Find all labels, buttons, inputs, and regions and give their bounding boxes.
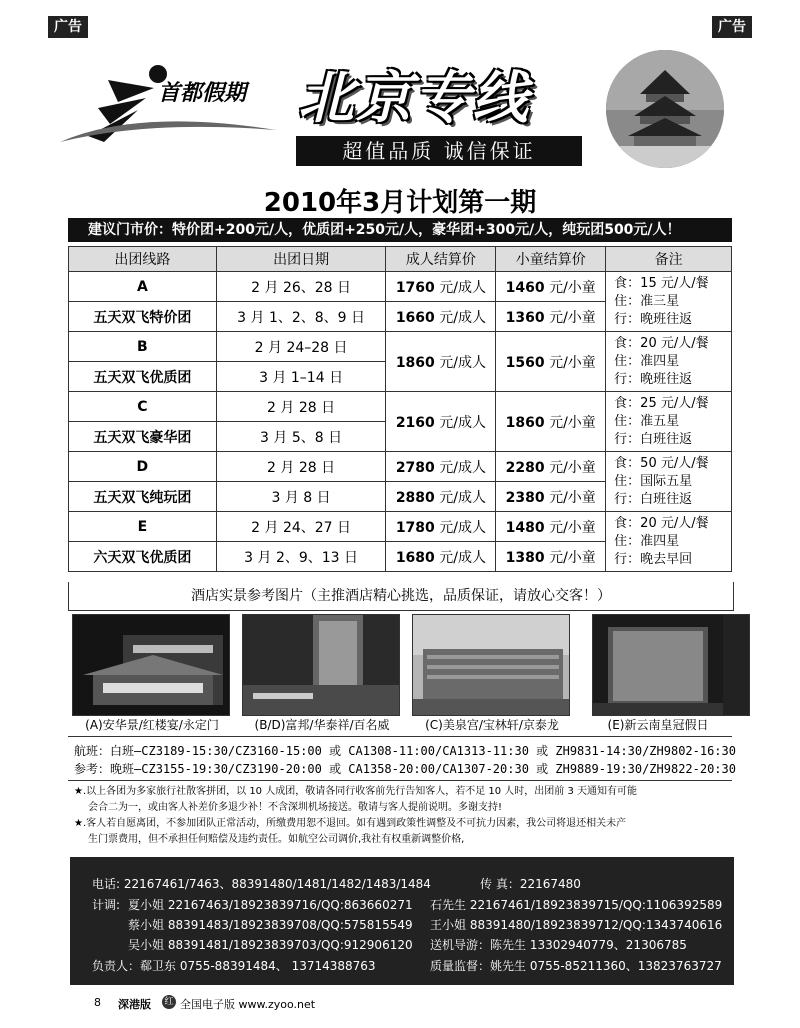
suggested-price-bar: 建议门市价：特价团+200元/人，优质团+250元/人，豪华团+300元/人，纯玩团500元/人！	[68, 218, 732, 242]
route-code: D	[69, 452, 217, 482]
hotel-photo	[72, 614, 230, 716]
header-notes: 备注	[606, 247, 732, 272]
ad-label-right: 广告	[712, 16, 752, 38]
header-route: 出团线路	[69, 247, 217, 272]
planner-contact: 吴小姐 88391481/18923839703/QQ:912906120	[128, 938, 413, 952]
child-price: 1380 元/小童	[496, 542, 606, 572]
hotel-photo-caption: (A)安华景/红楼宴/永定门	[85, 718, 219, 732]
header-child-price: 小童结算价	[496, 247, 606, 272]
planner-contact: 王小姐 88391480/18923839712/QQ:1343740616	[430, 918, 723, 932]
departure-date: 2 月 24–28 日	[216, 332, 386, 362]
header-adult-price: 成人结算价	[386, 247, 496, 272]
adult-price: 1680 元/成人	[386, 542, 496, 572]
adult-price: 1780 元/成人	[386, 512, 496, 542]
route-notes: 食：25 元/人/餐 住：准五星 行：白班往返	[606, 392, 732, 452]
website-link[interactable]: 全国电子版 www.zyoo.net	[180, 998, 316, 1011]
table-row	[69, 452, 732, 482]
ad-label-left: 广告	[48, 16, 88, 38]
adult-price: 2880 元/成人	[386, 482, 496, 512]
departure-date: 2 月 28 日	[216, 392, 386, 422]
manager-contact: 负责人：郗卫东 0755-88391484、 13714388763	[92, 959, 376, 973]
hotel-photo	[242, 614, 400, 716]
child-price: 1460 元/小童	[496, 272, 606, 302]
departure-date: 2 月 24、27 日	[216, 512, 386, 542]
adult-price: 1760 元/成人	[386, 272, 496, 302]
departure-date: 3 月 8 日	[216, 482, 386, 512]
hotel-photo	[412, 614, 570, 716]
adult-price: 2160 元/成人	[386, 392, 496, 452]
child-price: 2280 元/小童	[496, 452, 606, 482]
route-notes: 食：50 元/人/餐 住：国际五星 行：白班往返	[606, 452, 732, 512]
remark-line: ★.以上各团为多家旅行社散客拼团，以 10 人成团，敬请各同行收客前先行告知客人，若不足 10 人时，出团前 3 天通知有可能	[74, 786, 638, 797]
route-notes: 食：20 元/人/餐 住：准四星 行：晚去早回	[606, 512, 732, 572]
contact-phone: 电话: 22167461/7463、88391480/1481/1482/1483/1484	[92, 877, 431, 891]
remark-line: 会合二为一，或由客人补差价多退少补！不含深圳机场接送。敬请与客人提前说明。多谢支持!	[88, 802, 503, 813]
hotel-photo-caption: (C)美泉宫/宝林轩/京泰龙	[425, 718, 559, 732]
table-row	[69, 272, 732, 302]
edition-label: 深港版	[118, 998, 151, 1011]
banner-slogan: 超值品质 诚信保证	[296, 136, 582, 166]
header-date: 出团日期	[216, 247, 386, 272]
table-header-row	[69, 247, 732, 272]
airport-guide-contact: 送机导游：陈先生 13302940779、21306785	[430, 938, 687, 952]
hotel-photo-caption: (E)新云南皇冠假日	[607, 718, 709, 732]
route-code: A	[69, 272, 217, 302]
divider	[68, 736, 732, 737]
table-row	[69, 332, 732, 362]
edition-badge: 红	[162, 995, 176, 1009]
departure-date: 3 月 2、9、13 日	[216, 542, 386, 572]
planner-contact: 夏小姐 22167463/18923839716/QQ:863660271	[128, 898, 413, 912]
contact-panel	[70, 857, 734, 985]
hotel-photo-caption: (B/D)富邦/华泰祥/百名威	[254, 718, 390, 732]
contact-fax: 传 真：22167480	[480, 877, 581, 891]
child-price: 1860 元/小童	[496, 392, 606, 452]
departure-date: 2 月 26、28 日	[216, 272, 386, 302]
route-code: B	[69, 332, 217, 362]
route-code: C	[69, 392, 217, 422]
route-name: 五天双飞优质团	[69, 362, 217, 392]
child-price: 1480 元/小童	[496, 512, 606, 542]
departure-date: 3 月 1、2、8、9 日	[216, 302, 386, 332]
departure-date: 3 月 5、8 日	[216, 422, 386, 452]
flight-line-night: 参考：晚班—CZ3155-19:30/CZ3190-20:00 或 CA1358-20:00/CA1307-20:30 或 ZH9889-19:30/ZH9822-20:30	[74, 762, 736, 776]
child-price: 1360 元/小童	[496, 302, 606, 332]
route-notes: 食：15 元/人/餐 住：准三星 行：晚班往返	[606, 272, 732, 332]
table-row	[69, 512, 732, 542]
adult-price: 1860 元/成人	[386, 332, 496, 392]
planner-label: 计调:	[92, 898, 121, 912]
banner-title: 北京专线	[298, 66, 530, 131]
route-name: 五天双飞特价团	[69, 302, 217, 332]
divider	[68, 780, 732, 781]
quality-supervisor-contact: 质量监督：姚先生 0755-85211360、13823763727	[430, 959, 722, 973]
brand-logo	[58, 58, 278, 148]
hotel-photo	[592, 614, 750, 716]
page-number: 8	[94, 996, 101, 1009]
remark-line: 生门票费用，但不承担任何赔偿及违约责任。如航空公司调价,我社有权重新调整价格,	[88, 834, 465, 845]
departure-date: 3 月 1–14 日	[216, 362, 386, 392]
route-code: E	[69, 512, 217, 542]
route-name: 六天双飞优质团	[69, 542, 217, 572]
departure-date: 2 月 28 日	[216, 452, 386, 482]
hotel-photos-caption: 酒店实景参考图片（主推酒店精心挑选，品质保证，请放心交客！）	[68, 582, 734, 611]
route-name: 五天双飞纯玩团	[69, 482, 217, 512]
flight-line-day: 航班：白班—CZ3189-15:30/CZ3160-15:00 或 CA1308-11:00/CA1313-11:30 或 ZH9831-14:30/ZH9802-16:30	[74, 744, 736, 758]
remark-line: ★.客人若自愿离团，不参加团队正常活动，所缴费用恕不退回。如有遇到政策性调整及不可抗力因素，我公司将退还相关未产	[74, 818, 627, 829]
planner-contact: 蔡小姐 88391483/18923839708/QQ:575815549	[128, 918, 413, 932]
adult-price: 1660 元/成人	[386, 302, 496, 332]
child-price: 2380 元/小童	[496, 482, 606, 512]
route-notes: 食：20 元/人/餐 住：准四星 行：晚班往返	[606, 332, 732, 392]
table-row	[69, 392, 732, 422]
route-name: 五天双飞豪华团	[69, 422, 217, 452]
child-price: 1560 元/小童	[496, 332, 606, 392]
brand-name: 首都假期	[158, 80, 247, 106]
planner-contact: 石先生 22167461/18923839715/QQ:1106392589	[430, 898, 723, 912]
headline: 2010年3月计划第一期	[263, 188, 537, 218]
adult-price: 2780 元/成人	[386, 452, 496, 482]
tour-price-table	[68, 246, 732, 572]
temple-of-heaven-image	[606, 50, 724, 168]
